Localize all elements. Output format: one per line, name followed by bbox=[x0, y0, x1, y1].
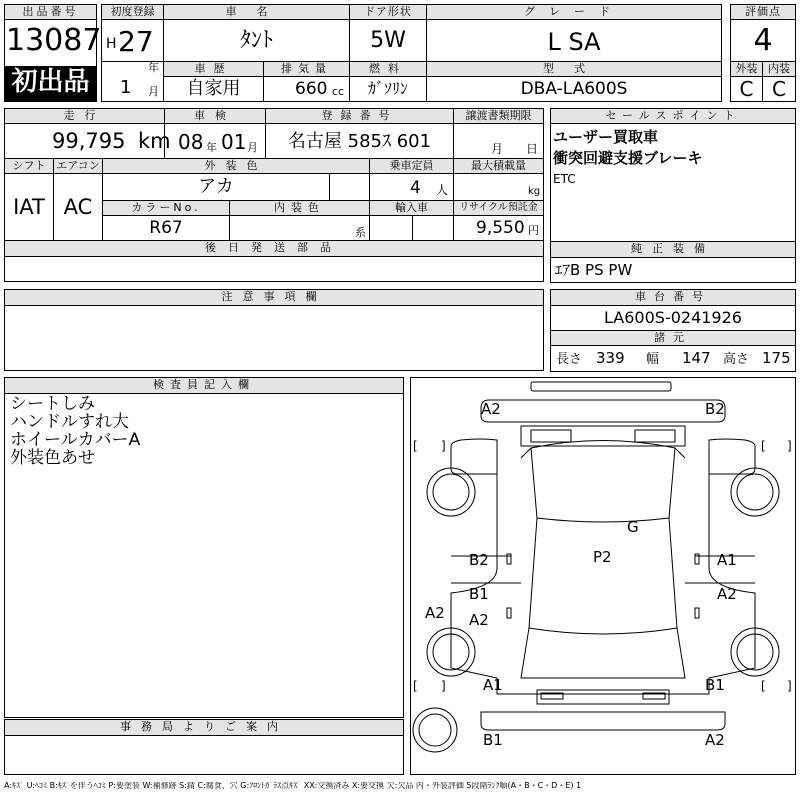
shift-label: シフト bbox=[4, 158, 54, 174]
grade-value: L SA bbox=[547, 28, 601, 56]
inspector-notes bbox=[10, 395, 400, 467]
door-label: ドア形状 bbox=[349, 4, 427, 20]
sales-point-item: ETC bbox=[553, 172, 576, 186]
color-label: 外装色 bbox=[102, 158, 370, 174]
mark-left-front-door: B2 bbox=[469, 551, 489, 569]
mark-right-rear-door: A2 bbox=[717, 585, 737, 603]
mark-left-rear-door: B1 bbox=[469, 585, 489, 603]
ac-label: エアコン bbox=[53, 158, 103, 174]
svg-text:]: ] bbox=[787, 679, 792, 693]
interior-color-unit: 系 bbox=[355, 226, 366, 239]
svg-text:]: ] bbox=[787, 439, 792, 453]
first-reg-label: 初度登録 bbox=[101, 4, 164, 20]
first-reg-year: 27 bbox=[118, 25, 154, 58]
color-value: アカ bbox=[198, 176, 234, 197]
height-value: 175 bbox=[762, 349, 791, 367]
capacity-value: 4 bbox=[410, 178, 421, 198]
capacity-unit: 人 bbox=[436, 183, 449, 197]
load-label: 最大積載量 bbox=[453, 158, 544, 174]
office-label: 事務局よりご案内 bbox=[4, 719, 404, 736]
load-unit: kg bbox=[528, 186, 541, 197]
inspection-year-unit: 年 bbox=[206, 141, 217, 154]
inspector-note: ハンドルすれ大 bbox=[10, 412, 129, 432]
lot-number: 13087 bbox=[6, 23, 102, 58]
mark-right-front-door: A1 bbox=[717, 551, 737, 569]
mark-roof: P2 bbox=[593, 548, 612, 566]
mark-left-rear-wheel-area: A2 bbox=[425, 604, 445, 622]
length-label: 長さ bbox=[556, 352, 583, 367]
color-no-label: カラーNo. bbox=[102, 200, 230, 216]
inspection-year: 08 bbox=[178, 130, 204, 154]
sales-point-item: ユーザー買取車 bbox=[553, 128, 659, 146]
dims-box bbox=[550, 345, 796, 372]
equipment-label: 純正装備 bbox=[550, 241, 796, 258]
recycle-unit: 円 bbox=[528, 224, 539, 237]
svg-text:[: [ bbox=[761, 439, 766, 453]
width-label: 幅 bbox=[646, 352, 660, 367]
notes-box bbox=[4, 305, 544, 371]
first-listing-label: 初出品 bbox=[11, 67, 90, 97]
score-label: 評価点 bbox=[730, 4, 796, 20]
car-outline bbox=[411, 378, 795, 774]
mileage-unit: km bbox=[138, 129, 171, 153]
fuel-label: 燃料 bbox=[349, 61, 427, 77]
mark-right-rear-fender: B1 bbox=[705, 676, 725, 694]
later-parts-box bbox=[4, 256, 544, 282]
car-name: ﾀﾝﾄ bbox=[239, 28, 273, 53]
inspector-note: ホイールカバーA bbox=[10, 430, 141, 450]
displacement-unit: cc bbox=[332, 85, 345, 98]
mark-rear-right: A2 bbox=[705, 731, 725, 749]
equipment-value: ｴｱB PS PW bbox=[555, 261, 633, 279]
first-reg-era: H bbox=[106, 36, 117, 52]
mark-front-left: A2 bbox=[481, 400, 501, 418]
svg-text:[: [ bbox=[761, 679, 766, 693]
width-value: 147 bbox=[682, 349, 711, 367]
first-reg-month-unit: 月 bbox=[148, 85, 159, 98]
lot-label: 出品番号 bbox=[4, 4, 97, 20]
import-box-2 bbox=[412, 215, 454, 241]
capacity-label: 乗車定員 bbox=[369, 158, 454, 174]
car-name-label: 車名 bbox=[163, 4, 350, 20]
mileage-value: 99,795 bbox=[52, 129, 126, 153]
svg-text:]: ] bbox=[441, 679, 446, 693]
displacement-value: 660 bbox=[295, 79, 328, 99]
fuel-value: ｶﾞｿﾘﾝ bbox=[367, 79, 408, 98]
inspection-month: 01 bbox=[221, 130, 247, 154]
plate-value: 名古屋 585ｽ 601 bbox=[287, 131, 432, 152]
sales-points-list bbox=[553, 127, 793, 190]
model-value: DBA-LA600S bbox=[520, 79, 628, 99]
svg-text:[: [ bbox=[413, 679, 418, 693]
svg-text:]: ] bbox=[441, 439, 446, 453]
transfer-label: 譲渡書類期限 bbox=[453, 108, 544, 124]
mark-left-rear-fender: A1 bbox=[483, 676, 503, 694]
first-reg-month: 1 bbox=[120, 77, 132, 98]
recycle-label: リサイクル預託金 bbox=[453, 200, 544, 216]
plate-label: 登録番号 bbox=[265, 108, 454, 124]
import-label: 輸入車 bbox=[369, 200, 454, 216]
inspection-label: 車検 bbox=[164, 108, 266, 124]
exterior-label: 外装 bbox=[730, 61, 763, 77]
chassis-value: LA600S-0241926 bbox=[604, 308, 742, 327]
length-value: 339 bbox=[596, 349, 625, 367]
dims-label: 諸元 bbox=[550, 330, 796, 346]
displacement-label: 排気量 bbox=[263, 61, 350, 77]
color-box-2 bbox=[329, 173, 370, 201]
transfer-month-unit: 月 bbox=[491, 142, 504, 156]
model-label: 型式 bbox=[426, 61, 722, 77]
door-value: 5W bbox=[370, 28, 406, 53]
mark-front-right: B2 bbox=[705, 400, 725, 418]
import-box bbox=[369, 215, 413, 241]
recycle-value: 9,550 bbox=[476, 218, 525, 238]
score-value: 4 bbox=[753, 23, 773, 58]
inspection-month-unit: 月 bbox=[247, 141, 258, 154]
history-label: 車歴 bbox=[163, 61, 264, 77]
inspector-note: 外装色あせ bbox=[10, 448, 95, 468]
mark-hood: G bbox=[627, 518, 639, 536]
grade-label: グレード bbox=[426, 4, 722, 20]
interior-color-label: 内装色 bbox=[229, 200, 370, 216]
shift-value: IAT bbox=[13, 195, 45, 219]
mark-rear-left: B1 bbox=[483, 731, 503, 749]
notes-label: 注意事項欄 bbox=[4, 289, 544, 306]
ac-value: AC bbox=[63, 195, 93, 219]
office-box bbox=[4, 735, 404, 775]
transfer-day-unit: 日 bbox=[526, 142, 539, 156]
svg-text:[: [ bbox=[413, 439, 418, 453]
color-no-value: R67 bbox=[149, 218, 183, 238]
history-value: 自家用 bbox=[186, 78, 241, 99]
inspector-label: 検査員記入欄 bbox=[4, 377, 404, 394]
mileage-label: 走行 bbox=[4, 108, 165, 124]
mark-left-rocker: A2 bbox=[469, 611, 489, 629]
inspector-note: シートしみ bbox=[10, 394, 95, 414]
legend: A:ｷｽﾞ U:ﾍｺﾐ B:ｷｽﾞを伴うﾍｺﾐ P:要塗装 W:補修跡 S:錆 C:腐食、穴 G:ﾌﾛﾝﾄｶﾞﾗｽ点ｷｽﾞ XX:交換済み X:要交換 欠:欠品 内・外装評価 5段階ﾗﾝｸ順(A・B・C・D・E) 1 bbox=[4, 782, 582, 790]
height-label: 高さ bbox=[723, 352, 750, 367]
sales-point-item: 衝突回避支援ブレーキ bbox=[553, 149, 703, 167]
interior-grade: C bbox=[772, 77, 786, 101]
first-reg-year-unit: 年 bbox=[148, 61, 159, 74]
interior-color-box bbox=[229, 215, 370, 241]
car-diagram bbox=[410, 377, 796, 775]
later-parts-label: 後日発送部品 bbox=[4, 240, 544, 257]
interior-label: 内装 bbox=[762, 61, 796, 77]
exterior-grade: C bbox=[739, 77, 754, 101]
chassis-label: 車台番号 bbox=[550, 289, 796, 306]
sales-points-label: セールスポイント bbox=[550, 108, 796, 124]
